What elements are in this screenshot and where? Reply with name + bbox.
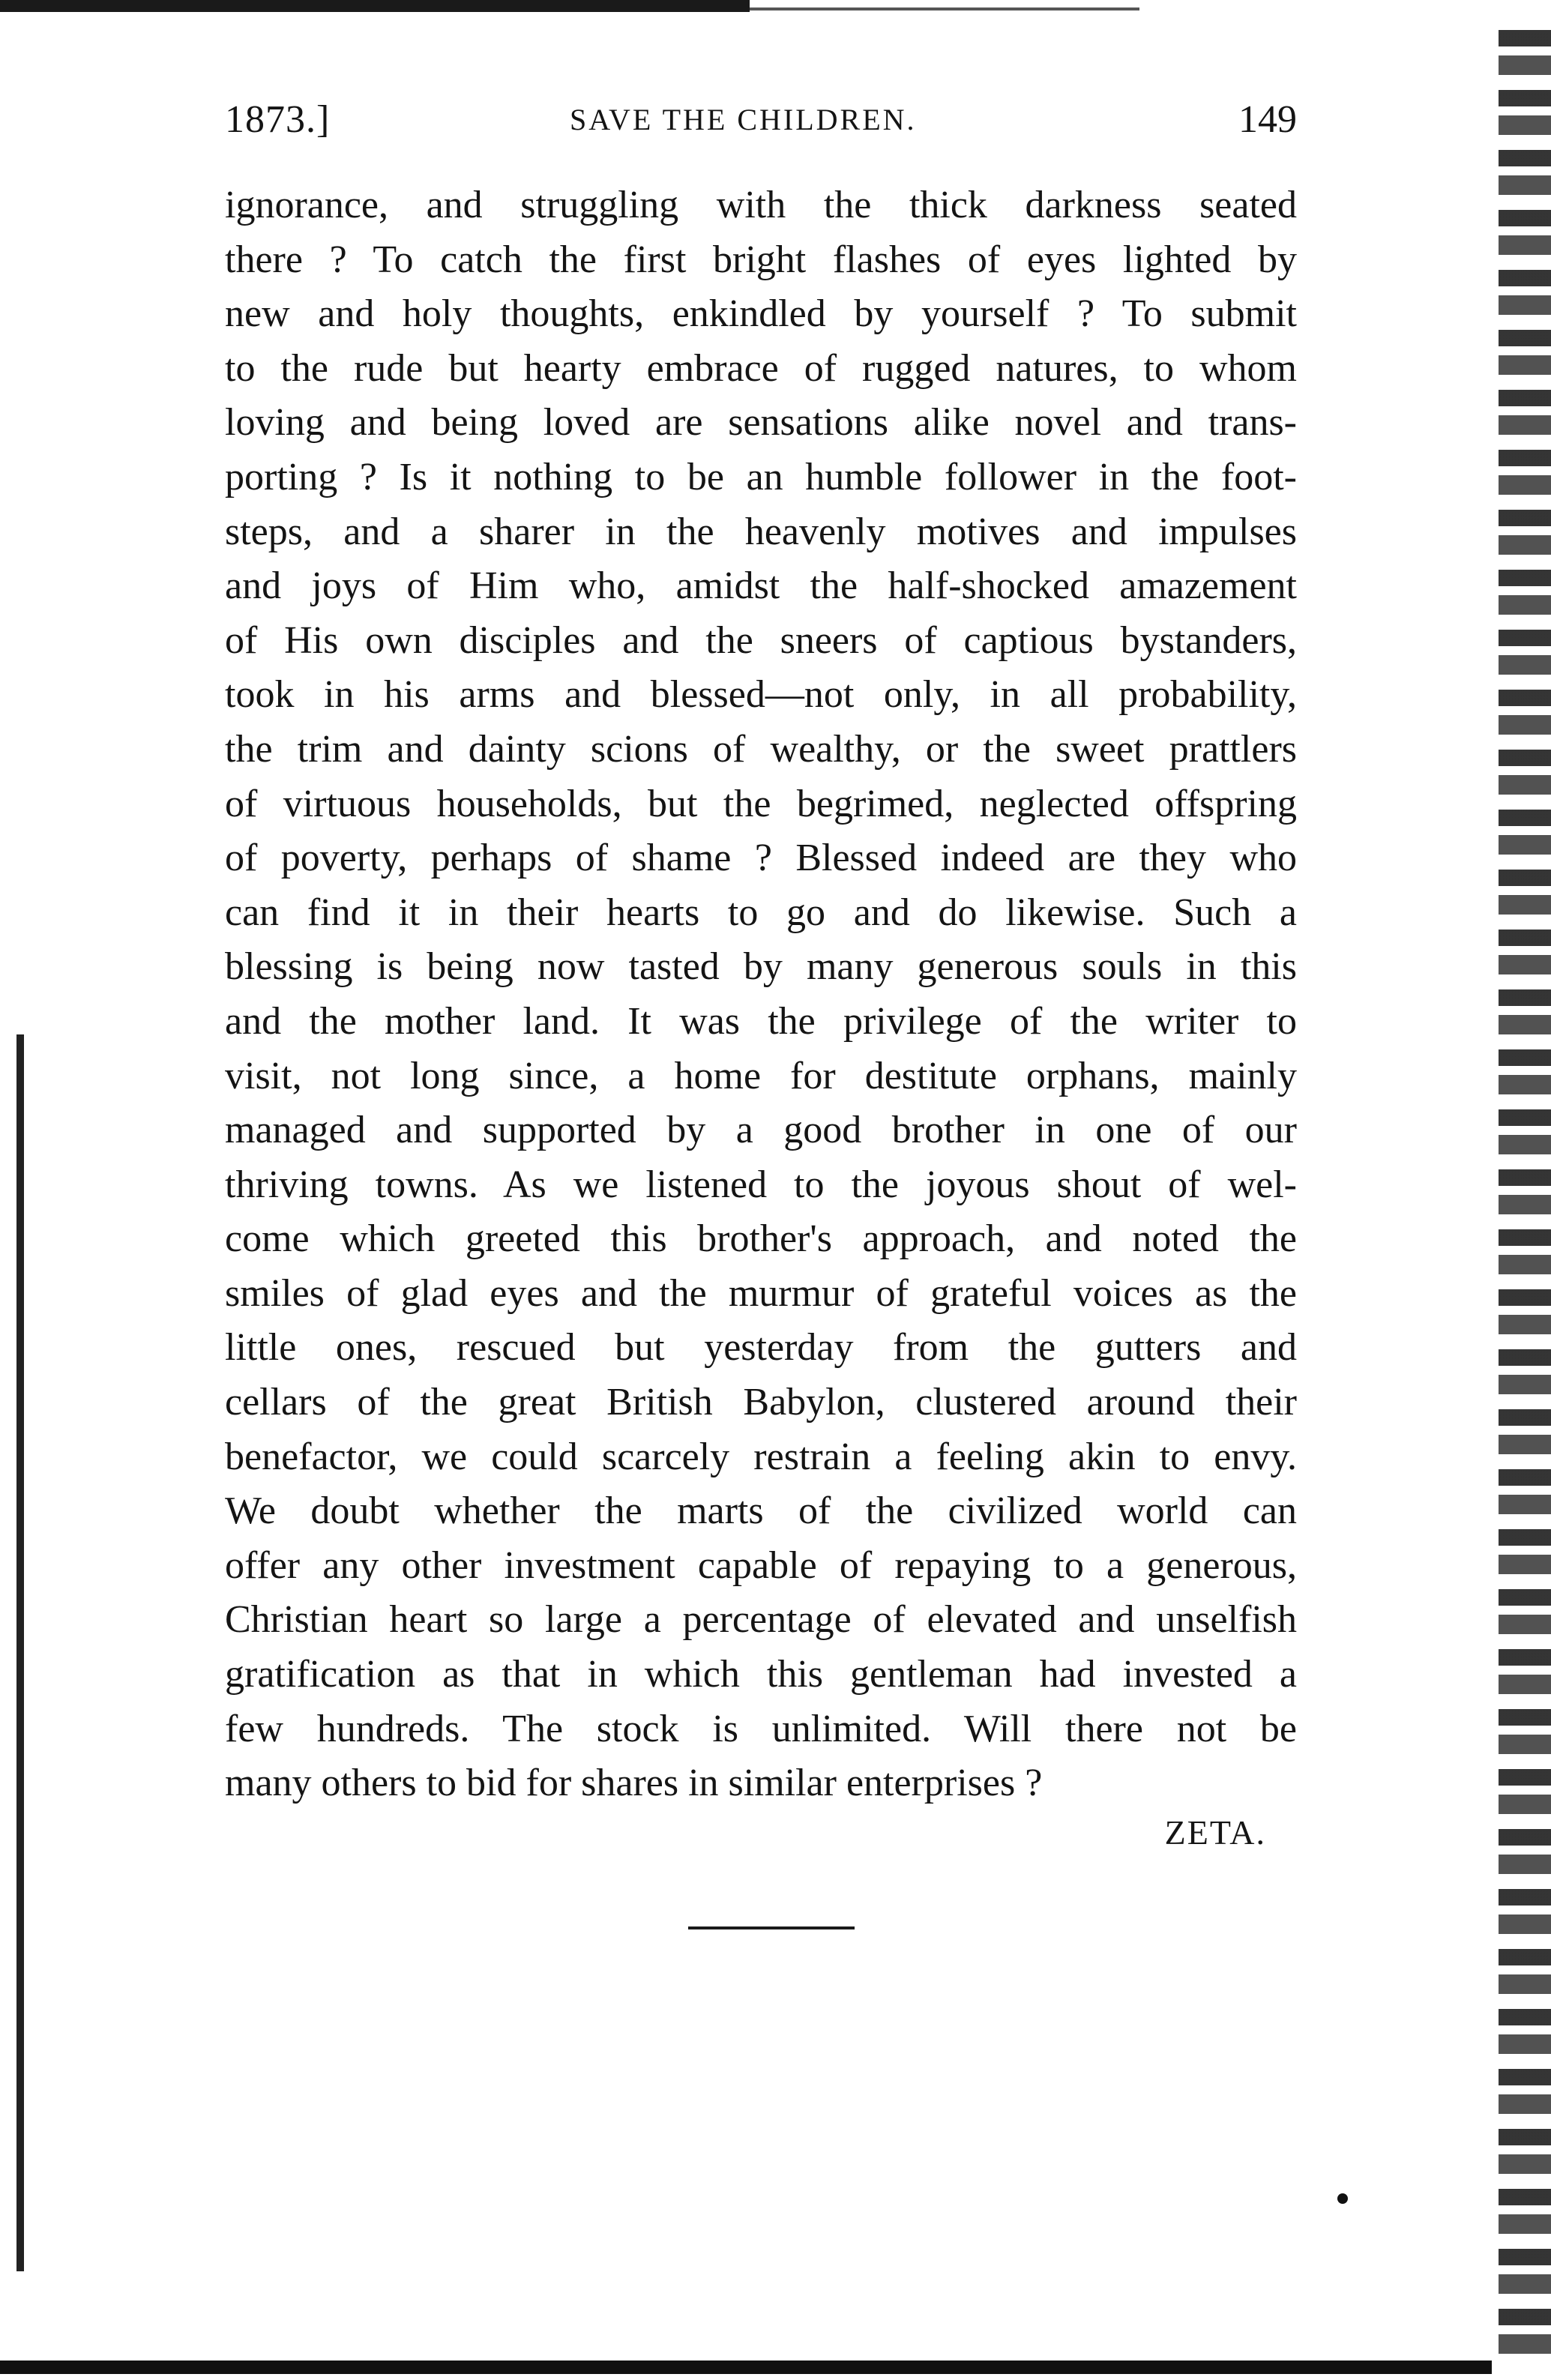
text-line: offer any other investment capable of repaying to a generous, xyxy=(225,1543,1297,1587)
text-line: visit, not long since, a home for destitute orphans, mainly xyxy=(225,1054,1297,1097)
text-line: benefactor, we could scarcely restrain a feeling akin to envy. xyxy=(225,1435,1297,1478)
text-line: We doubt whether the marts of the civilized world can xyxy=(225,1489,1297,1533)
running-header xyxy=(225,97,1297,150)
header-year: 1873.] xyxy=(225,98,331,141)
text-line: ignorance, and struggling with the thick darkness seated xyxy=(225,184,1297,226)
text-line: Christian heart so large a percentage of elevated and unselfish xyxy=(225,1598,1297,1642)
text-line: and the mother land. It was the privilege of the writer to xyxy=(225,999,1297,1043)
article-body xyxy=(225,178,1297,1811)
end-rule xyxy=(688,1926,855,1929)
text-line: few hundreds. The stock is unlimited. Will there not be xyxy=(225,1707,1297,1750)
text-line: porting ? Is it nothing to be an humble follower in the foot- xyxy=(225,455,1297,498)
text-line: smiles of glad eyes and the murmur of grateful voices as the xyxy=(225,1271,1297,1315)
text-line: and joys of Him who, amidst the half-shocked amazement xyxy=(225,564,1297,608)
scan-top-rule xyxy=(0,0,750,12)
text-line: the trim and dainty scions of wealthy, or the sweet prattlers xyxy=(225,727,1297,771)
text-line: many others to bid for shares in similar enterprises ? xyxy=(225,1762,1043,1805)
text-line: managed and supported by a good brother in one of our xyxy=(225,1109,1297,1152)
text-line: steps, and a sharer in the heavenly motives and impulses xyxy=(225,510,1297,553)
text-line: of His own disciples and the sneers of captious bystanders, xyxy=(225,618,1297,662)
text-line: loving and being loved are sensations alike novel and trans- xyxy=(225,401,1297,445)
text-line: come which greeted this brother's approach, and noted the xyxy=(225,1217,1297,1261)
scan-top-rule-thin xyxy=(750,7,1139,10)
scan-bottom-rule xyxy=(0,2361,1492,2374)
text-line: little ones, rescued but yesterday from the gutters and xyxy=(225,1326,1297,1370)
author-signature: ZETA. xyxy=(1164,1813,1266,1852)
page-number: 149 xyxy=(1238,98,1297,141)
text-line: cellars of the great British Babylon, clustered around their xyxy=(225,1381,1297,1424)
text-line: there ? To catch the first bright flashes of eyes lighted by xyxy=(225,238,1297,281)
text-line: of poverty, perhaps of shame ? Blessed indeed are they who xyxy=(225,837,1297,880)
scan-dot xyxy=(1337,2193,1348,2204)
text-line: thriving towns. As we listened to the joyous shout of wel- xyxy=(225,1163,1297,1206)
header-title: SAVE THE CHILDREN. xyxy=(570,103,917,136)
text-line: gratification as that in which this gentleman had invested a xyxy=(225,1653,1297,1696)
scan-binding-edge xyxy=(1499,30,1551,2354)
text-line: can find it in their hearts to go and do likewise. Such a xyxy=(225,891,1297,934)
text-line: new and holy thoughts, enkindled by yourself ? To submit xyxy=(225,292,1297,336)
text-line: to the rude but hearty embrace of rugged natures, to whom xyxy=(225,346,1297,390)
text-line: of virtuous households, but the begrimed, neglected offspring xyxy=(225,782,1297,825)
text-line: blessing is being now tasted by many generous souls in this xyxy=(225,945,1297,989)
text-line: took in his arms and blessed—not only, in all probability, xyxy=(225,673,1297,717)
scan-left-edge xyxy=(16,1034,24,2271)
